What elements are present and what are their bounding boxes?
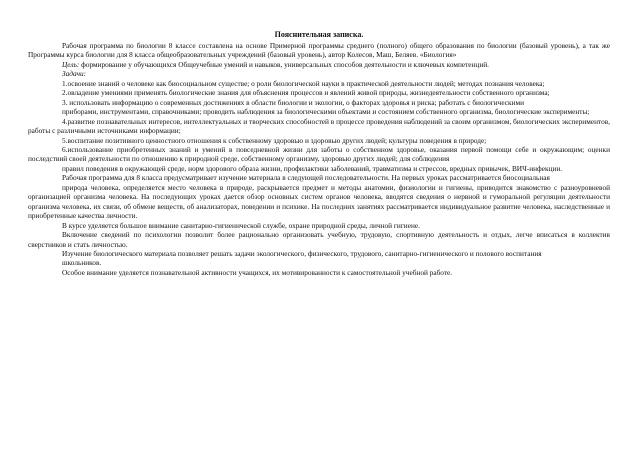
students-line: школьников. [62, 258, 102, 268]
goal-label: Цель: [62, 59, 80, 69]
study-paragraph: Изучение биологического материала позволяет решать задачи экологического, физического, трудового, санитарно-гигиенического и полового воспитания [62, 248, 542, 258]
psychology-paragraph: Включение сведений по психологии позволит более рационально организовать учебную, трудовую, спортивную деятельность и отдых, легче вписаться в коллектив сверстников и стать личностью. [28, 230, 610, 249]
nature-paragraph: природа человека, определяется место человека в природе, раскрывается предмет и методы анатомии, физиологии и гигиены, приводится знакомство с разноуровневой организацией организма человека. На последующих уроках дается обзор основных систем органов человека, вводятся сведения о нервной и гуморальной регуляции деятельности организма человека, их связи, об обмене веществ, об анализаторах, поведении и психике. На последних занятиях рассматривается индивидуальное развитие человека, наследственные и приобретенные качества личности. [28, 182, 610, 221]
structure-paragraph: Рабочая программа для 8 класса предусматривает изучение материала в следующей последовательности. На первых уроках рассматривается биосоциальная [62, 173, 550, 183]
task-3a: 3. использовать информацию о современных достижениях в области биологии и экологии, о факторах здоровья и риска; работать с биологическими [62, 97, 524, 107]
task-1: 1.освоение знаний о человеке как биосоциальном существе; о роли биологической науки в практической деятельности людей; методах познания человека; [62, 78, 545, 88]
task-5: 5.воспитание позитивного ценностного отношения к собственному здоровью и здоровью других людей; культуры поведения в природе; [62, 135, 487, 145]
goal-text: формирование у обучающихся Общеучебные умений и навыков, универсальных способов деятельности и ключевых компетенций. [79, 59, 489, 69]
task-4: 4.развитие познавательных интересов, интеллектуальных и творческих способностей в процессе проведения наблюдений за своим организмом, биологических экспериментов, работы с различными источниками информации; [28, 116, 610, 136]
intro-paragraph: Рабочая программа по биологии 8 классе составлена на основе Примерной программы среднего (полного) общего образования по биологии (базовый уровень), а так же Программы курса биологии для 8 класса общеобразовательных учреждений (базовый уровень), автор Колесов, Маш, Беляев. «Биология» [28, 41, 610, 60]
tasks-label: Задачи: [62, 69, 87, 79]
document-title: Пояснительная записка. [274, 30, 364, 39]
special-paragraph: Особое внимание уделяется познавательной активности учащихся, их мотивированности к самостоятельной учебной работе. [62, 267, 453, 277]
document-page [28, 30, 610, 277]
sanitary-paragraph: В курсе уделяется большое внимание санитарно-гигиенической службе, охране природной среды, личной гигиене. [62, 220, 420, 230]
task-3b: приборами, инструментами, справочниками; проводить наблюдения за биологическими объектами и состоянием собственного организма, биологические эксперименты; [62, 107, 590, 117]
task-2: 2.овладение умениями применять биологические знания для объяснения процессов и явлений живой природы, жизнедеятельности собственного организма; [62, 88, 550, 98]
task-6a: 6.использование приобретенных знаний и умений в повседневной жизни для заботы о собственном здоровье, оказания первой помощи себе и окружающим; оценки последствий своей деятельности по отношению к природной среде, собственному организму, здоровью других людей; для соблюдения [28, 144, 610, 164]
goal-paragraph [28, 60, 610, 69]
task-6b: правил поведения в окружающей среде, норм здорового образа жизни, профилактики заболеваний, травматизма и стрессов, вредных привычек, ВИЧ-инфекции. [62, 163, 563, 173]
